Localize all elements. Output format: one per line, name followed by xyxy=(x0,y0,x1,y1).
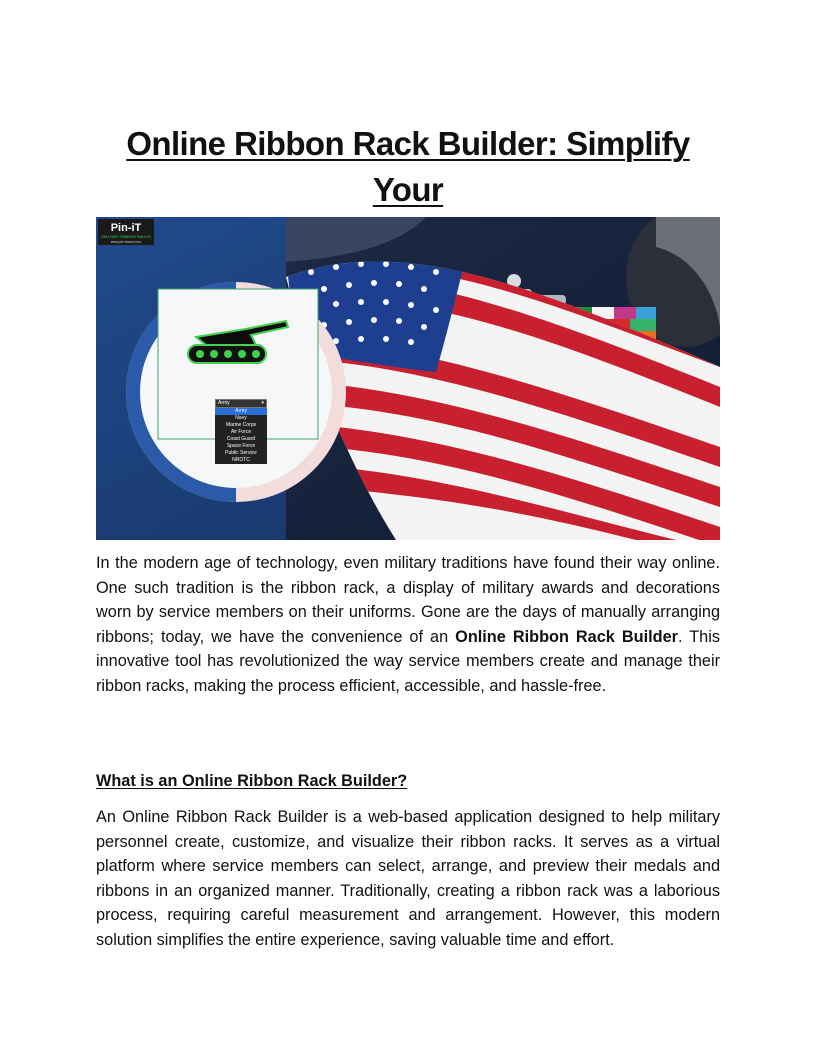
dropdown-selected[interactable]: Army ▾ xyxy=(215,399,267,408)
section-heading: What is an Online Ribbon Rack Builder? xyxy=(96,772,408,790)
intro-paragraph: In the modern age of technology, even military traditions have found their way online. One such tradition is the ribbon rack, a display of military awards and decorations worn by service members on their uniforms. Gone are the days of manually arranging ribbons; today, we have the convenience of an Online Ribbon Rack Builder. This innovative tool has revolutionized the way service members create and manage their ribbon racks, making the process efficient, accessible, and hassle-free. xyxy=(96,554,720,695)
logo-text: Pin-iT xyxy=(110,222,142,234)
intro-bold-term: Online Ribbon Rack Builder xyxy=(455,627,678,646)
logo-subtext: MILITARY RIBBON RACKS xyxy=(101,234,151,239)
page-title-line-1: Online Ribbon Rack Builder: Simplify Your xyxy=(126,125,690,209)
pin-it-logo xyxy=(98,219,154,245)
branch-dropdown[interactable] xyxy=(215,399,267,464)
hero-image xyxy=(96,217,720,540)
dropdown-option[interactable]: Marine Corps xyxy=(225,422,256,428)
dropdown-option[interactable]: Coast Guard xyxy=(226,436,256,442)
dropdown-option[interactable]: Air Force xyxy=(230,429,252,435)
chevron-down-icon: ▾ xyxy=(261,400,264,406)
dropdown-option[interactable]: Navy xyxy=(235,415,247,421)
logo-url: www.pin-itcard.com xyxy=(110,240,142,244)
section-paragraph: An Online Ribbon Rack Builder is a web-based application designed to help military personnel create, customize, and visualize their ribbon racks. It serves as a virtual platform where service members can select, arrange, and preview their medals and ribbons in an organized manner. Traditionally, creating a ribbon rack was a laborious process, requiring careful measurement and arrangement. However, this modern solution simplifies the entire experience, saving valuable time and effort. xyxy=(96,808,720,949)
app-mockup-circle xyxy=(126,282,346,502)
dropdown-option[interactable]: Space Force xyxy=(226,443,256,449)
dropdown-option[interactable]: Public Service xyxy=(225,450,257,456)
dropdown-option[interactable]: NROTC xyxy=(232,457,250,463)
dropdown-option[interactable]: Army xyxy=(215,408,267,415)
dropdown-options xyxy=(215,408,267,464)
